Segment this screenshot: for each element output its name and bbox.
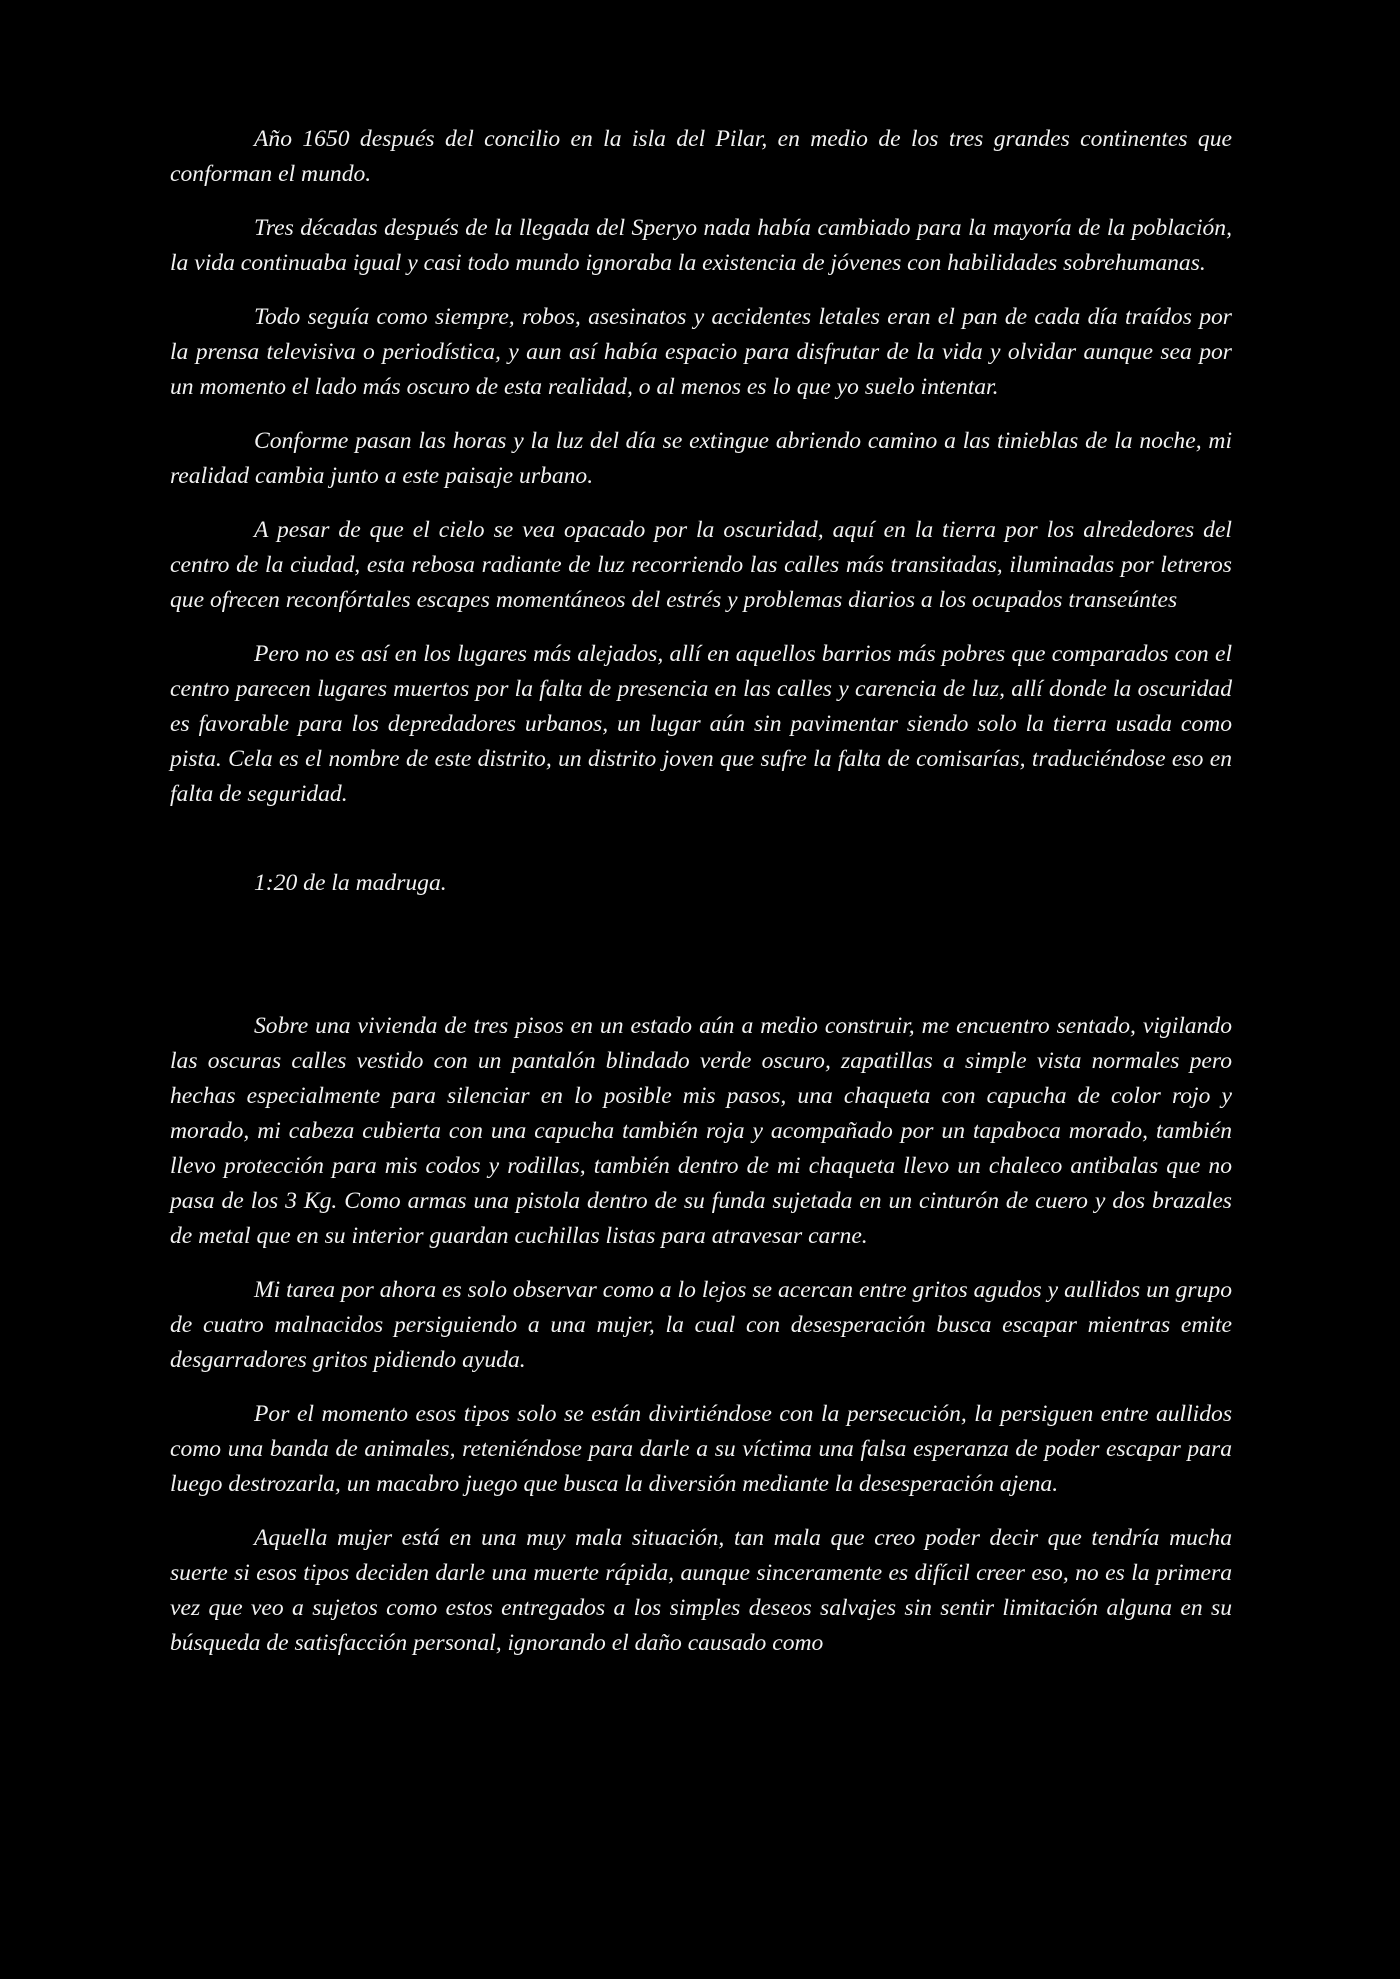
paragraph-7: Sobre una vivienda de tres pisos en un estado aún a medio construir, me encuentro sentado, vigilando las oscuras calles vestido con un pantalón blindado verde oscuro, zapatillas a simple vista normales pero hechas especialmente para silenciar en lo posible mis pasos, una chaqueta con capucha de color rojo y morado, mi cabeza cubierta con una capucha también roja y acompañado por un tapaboca morado, también llevo protección para mis codos y rodillas, también dentro de mi chaqueta llevo un chaleco antibalas que no pasa de los 3 Kg. Como armas una pistola dentro de su funda sujetada en un cinturón de cuero y dos brazales de metal que en su interior guardan cuchillas listas para atravesar carne. [170, 1013, 1232, 1249]
paragraph-9: Por el momento esos tipos solo se están divirtiéndose con la persecución, la persiguen entre aullidos como una banda de animales, reteniéndose para darle a su víctima una falsa esperanza de poder escapar para luego destrozarla, un macabro juego que busca la diversión mediante la desesperación ajena. [170, 1401, 1232, 1497]
paragraph-10: Aquella mujer está en una muy mala situación, tan mala que creo poder decir que tendría mucha suerte si esos tipos deciden darle una muerte rápida, aunque sinceramente es difícil creer eso, no es la primera vez que veo a sujetos como estos entregados a los simples deseos salvajes sin sentir limitación alguna en su búsqueda de satisfacción personal, ignorando el daño causado como [170, 1525, 1232, 1656]
paragraph-2: Tres décadas después de la llegada del Speryo nada había cambiado para la mayoría de la población, la vida continuaba igual y casi todo mundo ignoraba la existencia de jóvenes con habilidades sobrehumanas. [170, 215, 1232, 276]
paragraph-3: Todo seguía como siempre, robos, asesinatos y accidentes letales eran el pan de cada día traídos por la prensa televisiva o periodística, y aun así había espacio para disfrutar de la vida y olvidar aunque sea por un momento el lado más oscuro de esta realidad, o al menos es lo que yo suelo intentar. [170, 304, 1232, 400]
document-page [170, 122, 1232, 1680]
paragraph-5: A pesar de que el cielo se vea opacado por la oscuridad, aquí en la tierra por los alrededores del centro de la ciudad, esta rebosa radiante de luz recorriendo las calles más transitadas, iluminadas por letreros que ofrecen reconfórtales escapes momentáneos del estrés y problemas diarios a los ocupados transeúntes [170, 517, 1232, 613]
paragraph-8: Mi tarea por ahora es solo observar como a lo lejos se acercan entre gritos agudos y aullidos un grupo de cuatro malnacidos persiguiendo a una mujer, la cual con desesperación busca escapar mientras emite desgarradores gritos pidiendo ayuda. [170, 1277, 1232, 1373]
time-heading: 1:20 de la madruga. [254, 870, 447, 896]
paragraph-6: Pero no es así en los lugares más alejados, allí en aquellos barrios más pobres que comparados con el centro parecen lugares muertos por la falta de presencia en las calles y carencia de luz, allí donde la oscuridad es favorable para los depredadores urbanos, un lugar aún sin pavimentar siendo solo la tierra usada como pista. Cela es el nombre de este distrito, un distrito joven que sufre la falta de comisarías, traduciéndose eso en falta de seguridad. [170, 641, 1232, 807]
paragraph-1: Año 1650 después del concilio en la isla del Pilar, en medio de los tres grandes continentes que conforman el mundo. [170, 126, 1232, 187]
paragraph-4: Conforme pasan las horas y la luz del día se extingue abriendo camino a las tinieblas de la noche, mi realidad cambia junto a este paisaje urbano. [170, 428, 1232, 489]
